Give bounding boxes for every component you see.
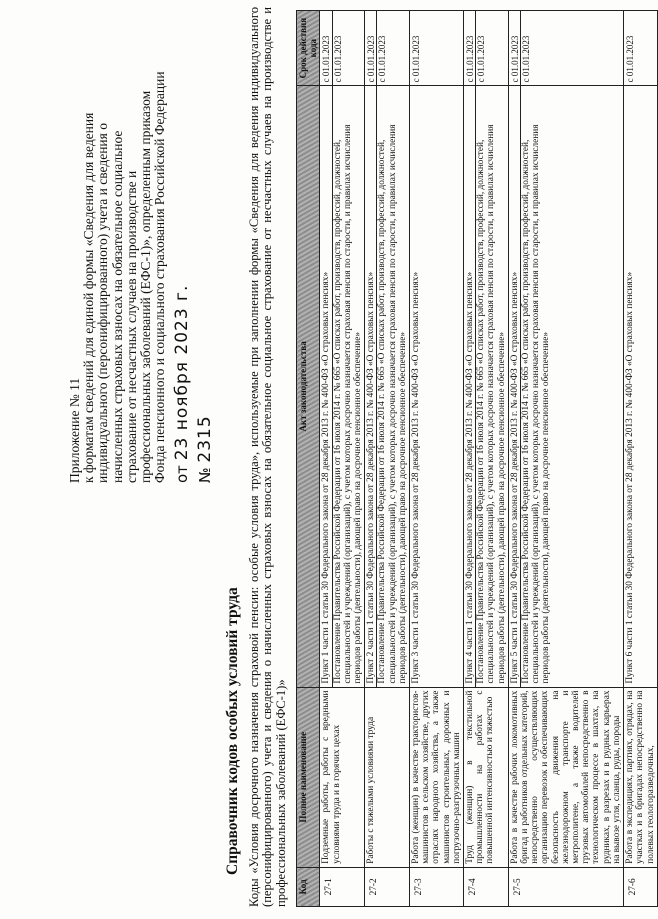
act-entry: Пункт 1 части 1 статьи 30 Федерального закона от 28 декабря 2013 г. № 400-ФЗ «О страховых пенсиях» (321, 271, 332, 684)
act-entry: Постановление Правительства Российской Федерации от 16 июля 2014 г. № 665 «О списках работ, производств, профессий, должностей, специальностей и учреждений (организаций), с учетом которых досрочно назначается страховая пенсия по старости, и правилах исчисления периодов работы (деятельности), дающей право на досрочное пенсионное обеспечение» (475, 86, 507, 686)
row-code: 27-3 (410, 867, 464, 906)
row-code: 27-2 (365, 867, 410, 906)
order-date (172, 28, 193, 483)
order-number-label: № (195, 467, 214, 483)
annex-block (67, 28, 215, 483)
column-header-act: Акт законодательства (297, 86, 320, 687)
order-date-value: 23 ноября 2023 г. (172, 284, 193, 461)
act-entry: Пункт 5 части 1 статьи 30 Федерального закона от 28 декабря 2013 г. № 400-ФЗ «О страховых пенсиях» (509, 271, 520, 684)
table-row (508, 11, 623, 907)
annex-line: профессиональных заболеваний (ЕФС-1)», определенным приказом (138, 90, 154, 483)
annex-number: Приложение № 11 (67, 377, 82, 483)
validity-date: с 01.01.2023 (411, 35, 422, 83)
row-dates (320, 11, 365, 86)
row-code: 27-4 (464, 867, 509, 906)
order-date-label: от (173, 465, 192, 483)
column-header-validity: Срок действия кода (297, 11, 320, 86)
row-name: Труд (женщин) в текстильной промышленности на работах с повышенной интенсивностью и тяжестью (464, 687, 509, 867)
column-header-name: Полное наименование (297, 687, 320, 867)
annex-line: к форматам сведений для единой формы «Сведения для ведения (81, 112, 97, 483)
row-code: 27-1 (320, 867, 365, 906)
row-acts (410, 86, 464, 687)
validity-date: с 01.01.2023 (475, 11, 486, 85)
act-entry: Пункт 4 части 1 статьи 30 Федерального закона от 28 декабря 2013 г. № 400-ФЗ «О страховых пенсиях» (465, 271, 476, 684)
row-dates (365, 11, 410, 86)
validity-date: с 01.01.2023 (321, 35, 332, 83)
row-dates (464, 11, 509, 86)
row-name: Работа в экспедициях, партиях, отрядах, на участках и в бригадах непосредственно на полевых геологоразведочных, (624, 687, 658, 867)
row-acts (508, 86, 623, 687)
annex-line: Фонда пенсионного и социального страхования Российской Федерации (152, 71, 168, 483)
order-number (194, 28, 215, 483)
act-entry: Постановление Правительства Российской Федерации от 16 июля 2014 г. № 665 «О списках работ, производств, профессий, должностей, специальностей и учреждений (организаций), с учетом которых досрочно назначается страховая пенсия по старости, и правилах исчисления периодов работы (деятельности), дающей право на досрочное пенсионное обеспечение» (376, 86, 408, 686)
row-name: Работа в качестве рабочих локомотивных бригад и работников отдельных категорий, непосредственно осуществляющих организацию перевозок и обеспечивающих безопасность движения на железнодорожном транспорте и метрополитене, а также водителей грузовых автомобилей непосредственно в технологическом процессе в шахтах, на рудниках, в разрезах и в рудных карьерах на вывозе угля, сланца, руды, породы (508, 687, 623, 867)
row-acts (320, 86, 365, 687)
act-entry: Пункт 6 части 1 статьи 30 Федерального закона от 28 декабря 2013 г. № 400-ФЗ «О страховых пенсиях» (625, 271, 636, 684)
table-header-row (297, 11, 320, 907)
act-entry: Пункт 3 части 1 статьи 30 Федерального закона от 28 декабря 2013 г. № 400-ФЗ «О страховых пенсиях» (411, 271, 422, 684)
row-dates (410, 11, 464, 86)
row-name: Подземные работы, работы с вредными условиями труда и в горячих цехах (320, 687, 365, 867)
annex-line: начисленных страховых взносах на обязательное социальное (109, 130, 125, 483)
order-number-value: 2315 (194, 415, 215, 463)
row-acts (464, 86, 509, 687)
row-code: 27-6 (624, 867, 658, 906)
row-code: 27-5 (508, 867, 623, 906)
act-entry: Постановление Правительства Российской Федерации от 16 июля 2014 г. № 665 «О списках работ, производств, профессий, должностей, специальностей и учреждений (организаций), с учетом которых досрочно назначается страховая пенсия по старости, и правилах исчисления периодов работы (деятельности), дающей право на досрочное пенсионное обеспечение» (332, 86, 364, 686)
column-header-code: Код (297, 867, 320, 906)
intro-paragraph: Коды «Условия досрочного назначения страховой пенсии: особые условия труда», используемые при заполнении формы «Сведения для ведения индивидуального (персонифицированного) учета и сведения о начисленных страховых взносах на обязательное социальное страхование от несчастных случаев на производстве и профессиональных заболеваний (ЕФС-1)» (247, 7, 288, 907)
codes-table (296, 10, 658, 907)
row-name: Работа (женщин) в качестве трактористов-машинистов в сельском хозяйстве, других отраслях народного хозяйства, а также машинистов строительных, дорожных и погрузочно-разгрузочных машин (410, 687, 464, 867)
row-dates (508, 11, 623, 86)
validity-date: с 01.01.2023 (465, 35, 476, 83)
table-row (365, 11, 410, 907)
row-name: Работы с тяжелыми условиями труда (365, 687, 410, 867)
table-row (410, 11, 464, 907)
annex-line: страхование от несчастных случаев на производстве и (123, 170, 139, 483)
table-row (624, 11, 658, 907)
page-title: Справочник кодов особых условий труда (224, 587, 241, 875)
annex-line: индивидуального (персонифицированного) учета и сведения о (95, 123, 111, 483)
row-dates (624, 11, 658, 86)
act-entry: Пункт 2 части 1 статьи 30 Федерального закона от 28 декабря 2013 г. № 400-ФЗ «О страховых пенсиях» (366, 271, 377, 684)
act-entry: Постановление Правительства Российской Федерации от 16 июля 2014 г. № 665 «О списках работ, производств, профессий, должностей, специальностей и учреждений (организаций), с учетом которых досрочно назначается страховая пенсия по старости, и правилах исчисления периодов работы (деятельности), дающей право на досрочное пенсионное обеспечение» (520, 86, 552, 686)
validity-date: с 01.01.2023 (366, 35, 377, 83)
row-acts (624, 86, 658, 687)
table-row (320, 11, 365, 907)
validity-date: с 01.01.2023 (332, 11, 343, 85)
validity-date: с 01.01.2023 (509, 35, 520, 83)
validity-date: с 01.01.2023 (376, 11, 387, 85)
validity-date: с 01.01.2023 (520, 11, 531, 85)
validity-date: с 01.01.2023 (625, 35, 636, 83)
table-row (464, 11, 509, 907)
row-acts (365, 86, 410, 687)
